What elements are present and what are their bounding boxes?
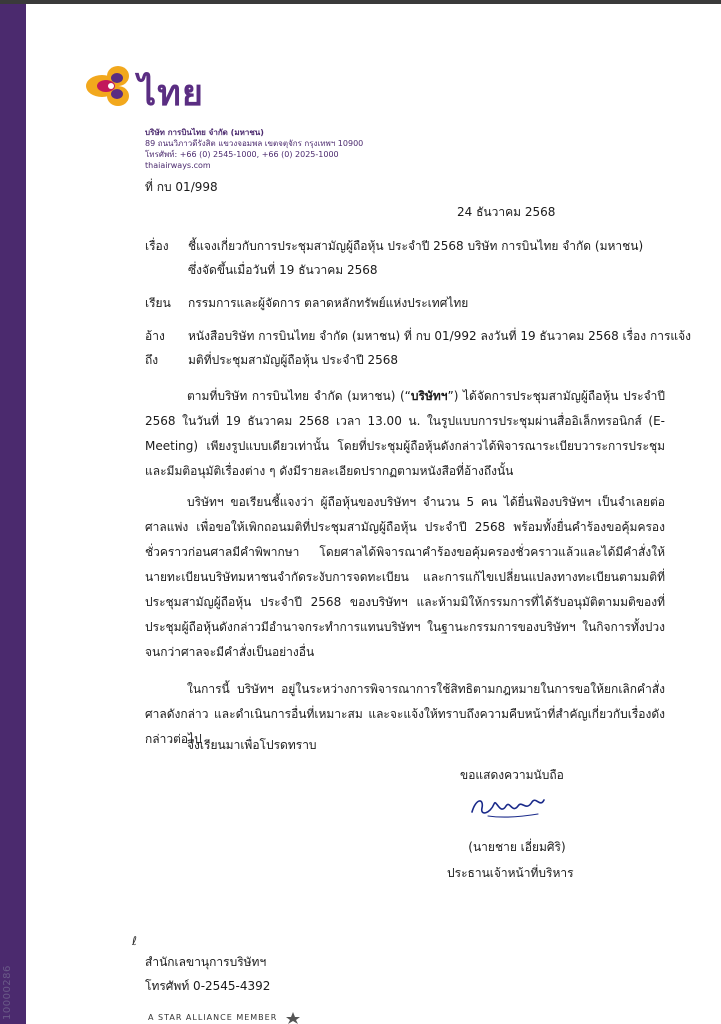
logo-wordmark: ไทย <box>138 73 204 114</box>
signer-title: ประธานเจ้าหน้าที่บริหาร <box>447 866 574 880</box>
paragraph-2 <box>145 490 665 665</box>
company-name: บริษัท การบินไทย จำกัด (มหาชน) <box>145 128 264 137</box>
signer-name: (นายชาย เอี่ยมศิริ) <box>468 840 566 854</box>
reference-line-2: มติที่ประชุมสามัญผู้ถือหุ้น ประจำปี 2568 <box>188 353 399 367</box>
paragraph-2-text: บริษัทฯ ขอเรียนชี้แจงว่า ผู้ถือหุ้นของบริษัทฯ จำนวน 5 คน ได้ยื่นฟ้องบริษัทฯ เป็นจำเลยต่อศาลแพ่ง เพื่อขอให้เพิกถอนมติที่ประชุมสามัญผู้ถือหุ้น ประจำปี 2568 พร้อมทั้งยื่นคำร้องขอคุ้มครองชั่วคราวก่อนศาลมีคำพิพากษา โดยศาลได้พิจารณาคำร้องขอคุ้มครองชั่วคราวแล้วและได้มีคำสั่งให้นายทะเบียนบริษัทมหาชนจำกัดระงับการจดทะเบียน และการแก้ไขเปลี่ยนแปลงทางทะเบียนตามมติที่ประชุมสามัญผู้ถือหุ้น ประจำปี 2568 ของบริษัทฯ และห้ามมิให้กรรมการที่ได้รับอนุมัติตามมติของที่ประชุมผู้ถือหุ้นดังกล่าวมีอำนาจกระทำการแทนบริษัทฯ ในฐานะกรรมการของบริษัทฯ ในกิจการทั้งปวงจนกว่าศาลจะมีคำสั่งเป็นอย่างอื่น <box>145 495 665 659</box>
star-alliance-icon <box>286 1012 300 1024</box>
paragraph-4-text: จึงเรียนมาเพื่อโปรดทราบ <box>187 738 317 752</box>
company-phone: โทรศัพท์: +66 (0) 2545-1000, +66 (0) 2025-1000 <box>145 150 339 159</box>
reference-number: ที่ กบ 01/998 <box>145 180 218 194</box>
letterhead-address <box>145 127 363 171</box>
office-contact <box>145 950 270 998</box>
paragraph-1-start: ตามที่บริษัท การบินไทย จำกัด (มหาชน) (“ <box>187 389 411 403</box>
top-border <box>0 0 721 4</box>
subject-label: เรื่อง <box>145 239 169 253</box>
letter-date: 24 ธันวาคม 2568 <box>457 205 556 219</box>
recipient-label: เรียน <box>145 296 171 310</box>
paragraph-3-text: ในการนี้ บริษัทฯ อยู่ในระหว่างการพิจารณาการใช้สิทธิตามกฎหมายในการขอให้ยกเลิกคำสั่งศาลดังกล่าว และดำเนินการอื่นที่เหมาะสม และจะแจ้งให้ทราบถึงความคืบหน้าที่สำคัญเกี่ยวกับเรื่องดังกล่าวต่อไป <box>145 682 665 746</box>
paragraph-4 <box>145 733 665 758</box>
office-phone: โทรศัพท์ 0-2545-4392 <box>145 979 271 993</box>
company-short-name: บริษัทฯ <box>410 389 448 403</box>
paragraph-1-rest: ”) ได้จัดการประชุมสามัญผู้ถือหุ้น ประจำปี 2568 ในวันที่ 19 ธันวาคม 2568 เวลา 13.00 น. ในรูปแบบการประชุมผ่านสื่ออิเล็กทรอนิกส์ (E-Meeting) เพียงรูปแบบเดียวเท่านั้น โดยที่ประชุมผู้ถือหุ้นดังกล่าวได้พิจารณาระเบียบวาระการประชุมและมีมติอนุมัติเรื่องต่าง ๆ ดังมีรายละเอียดปรากฏตามหนังสือที่อ้างถึงนั้น <box>145 389 665 478</box>
recipient-value: กรรมการและผู้จัดการ ตลาดหลักทรัพย์แห่งประเทศไทย <box>188 296 469 310</box>
subject-line-2: ซึ่งจัดขึ้นเมื่อวันที่ 19 ธันวาคม 2568 <box>188 263 378 277</box>
orchid-logo-icon <box>84 62 140 110</box>
paragraph-1 <box>145 384 665 484</box>
document-code: 10000286 <box>2 965 13 1020</box>
handwritten-signature <box>468 790 548 822</box>
reference-label: อ้างถึง <box>145 329 165 367</box>
company-website[interactable]: thaiairways.com <box>145 161 211 170</box>
purple-sidebar <box>0 4 26 1024</box>
subject-line-1: ชี้แจงเกี่ยวกับการประชุมสามัญผู้ถือหุ้น ประจำปี 2568 บริษัท การบินไทย จำกัด (มหาชน) <box>188 239 644 253</box>
office-name: สำนักเลขานุการบริษัทฯ <box>145 955 267 969</box>
company-address: 89 ถนนวิภาวดีรังสิต แขวงจอมพล เขตจตุจักร กรุงเทพฯ 10900 <box>145 139 364 148</box>
thai-airways-logo <box>84 62 214 112</box>
closing-salutation: ขอแสดงความนับถือ <box>460 768 564 782</box>
tick-mark-icon: ℓ <box>132 934 137 948</box>
reference-line-1: หนังสือบริษัท การบินไทย จำกัด (มหาชน) ที่ กบ 01/992 ลงวันที่ 19 ธันวาคม 2568 เรื่อง การแจ้ง <box>188 329 692 343</box>
star-alliance-text: A STAR ALLIANCE MEMBER <box>148 1013 278 1022</box>
